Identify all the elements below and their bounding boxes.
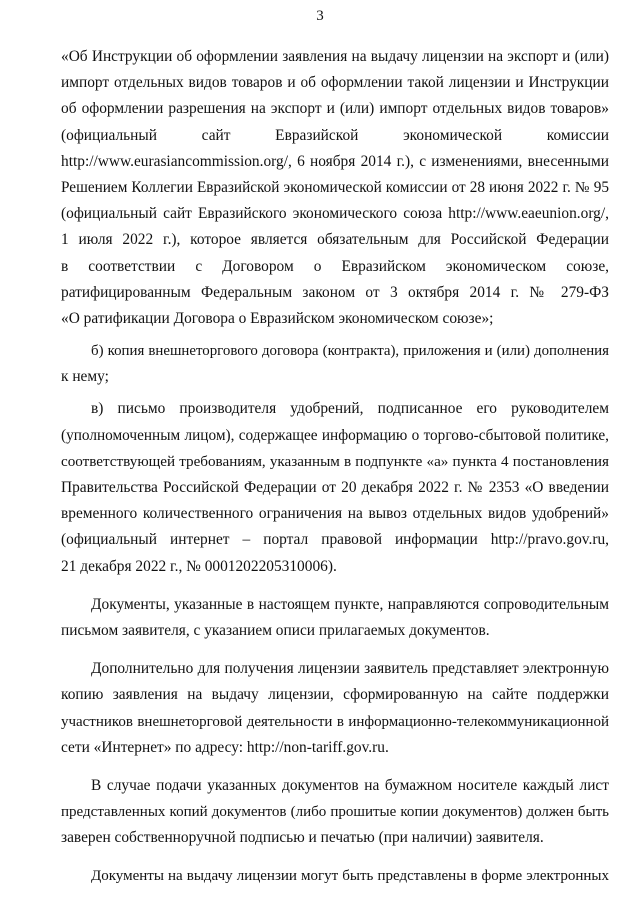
paragraph-documents-sent	[61, 592, 609, 644]
paragraph-electronic-form	[61, 863, 609, 889]
text-line: сети «Интернет» по адресу: http://non-tariff.gov.ru.	[61, 738, 389, 756]
paragraph-item-v	[61, 396, 609, 579]
text-line: копию заявления на выдачу лицензии, сформированную на сайте поддержки	[61, 686, 609, 704]
text-line: заверен собственноручной подписью и печатью (при наличии) заявителя.	[61, 829, 544, 847]
text-line: http://www.eurasiancommission.org/, 6 ноября 2014 г.), с изменениями, внесенными	[61, 152, 609, 170]
text-line: об оформлении разрешения на экспорт и (или) импорт отдельных видов товаров»	[61, 100, 609, 118]
text-line: б) копия внешнеторгового договора (контракта), приложения и (или) дополнения	[91, 343, 609, 360]
paragraph-gap	[61, 851, 609, 863]
text-line: В случае подачи указанных документов на бумажном носителе каждый лист	[91, 776, 609, 794]
document-body	[61, 44, 609, 890]
text-line: к нему;	[61, 368, 109, 386]
text-line: представленных копий документов (либо прошитые копии документов) должен быть	[61, 804, 609, 821]
text-line: в) письмо производителя удобрений, подписанное его руководителем	[91, 400, 609, 418]
text-line: Документы, указанные в настоящем пункте, направляются сопроводительным	[91, 595, 609, 613]
text-line: Решением Коллегии Евразийской экономической комиссии от 28 июня 2022 г. № 95	[61, 178, 609, 196]
text-line: Дополнительно для получения лицензии заявитель представляет электронную	[91, 660, 609, 678]
text-line: импорт отдельных видов товаров и об оформлении такой лицензии и Инструкции	[61, 74, 609, 92]
text-line: «Об Инструкции об оформлении заявления на выдачу лицензии на экспорт и (или)	[61, 48, 609, 65]
text-line: ратифицированным Федеральным законом от 3 октября 2014 г. № 279-ФЗ	[61, 283, 609, 301]
paragraph-item-b	[61, 338, 609, 390]
text-line: «О ратификации Договора о Евразийском экономическом союзе»;	[61, 309, 494, 327]
paragraph-gap	[61, 644, 609, 656]
text-line: (официальный интернет – портал правовой информации http://pravo.gov.ru,	[61, 531, 609, 549]
text-line: 21 декабря 2022 г., № 0001202205310006).	[61, 557, 337, 575]
paragraph-gap	[61, 580, 609, 592]
paragraph-paper-copies	[61, 773, 609, 852]
text-line: (официальный сайт Евразийского экономического союза http://www.eaeunion.org/,	[61, 205, 609, 223]
text-line: письмом заявителя, с указанием описи прилагаемых документов.	[61, 621, 490, 639]
page-number: 3	[316, 8, 324, 24]
paragraph-gap	[61, 761, 609, 773]
text-line: Документы на выдачу лицензии могут быть представлены в форме электронных	[91, 868, 609, 885]
text-line: (официальный сайт Евразийской экономической комиссии	[61, 126, 609, 144]
text-line: Правительства Российской Федерации от 20 декабря 2022 г. № 2353 «О введении	[61, 479, 609, 496]
text-line: 1 июля 2022 г.), которое является обязательным для Российской Федерации	[61, 231, 609, 249]
text-line: временного количественного ограничения на вывоз отдельных видов удобрений»	[61, 505, 609, 523]
paragraph-instruction-reference	[61, 44, 609, 332]
text-line: участников внешнеторговой деятельности в информационно-телекоммуникационной	[61, 713, 609, 730]
paragraph-electronic-copy	[61, 656, 609, 761]
text-line: (уполномоченным лицом), содержащее информацию о торгово-сбытовой политике,	[61, 426, 609, 444]
text-line: в соответствии с Договором о Евразийском экономическом союзе,	[61, 257, 609, 275]
text-line: соответствующей требованиям, указанным в подпункте «а» пункта 4 постановления	[61, 453, 609, 470]
